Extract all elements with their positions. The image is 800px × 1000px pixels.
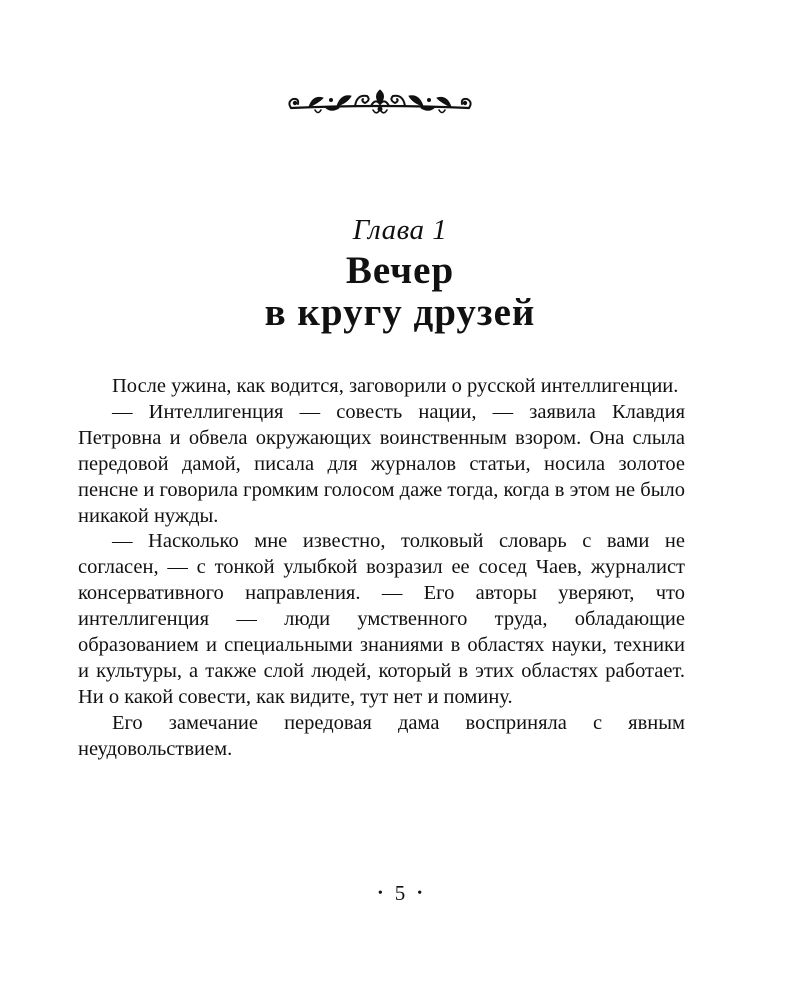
floral-vignette-icon [285,86,475,118]
page-number-value: 5 [394,881,406,905]
chapter-title [0,250,800,334]
paragraph: Его замечание передовая дама восприняла с явным неудовольствием. [78,711,685,760]
folio-bullet-right: • [417,886,423,901]
body-text [78,374,685,763]
paragraph: — Насколько мне известно, толковый словарь с вами не согласен, — с тонкой улыбкой возразил ее сосед Чаев, журналист консервативного направления. — Его авторы уверяют, что интеллигенция — люди умственного труда, обладающие образованием и специальными знаниями в областях науки, техники и культуры, а также слой людей, который в этих областях работает. Ни о какой совести, как видите, тут нет и помину. [78,530,685,708]
paragraph: После ужина, как водится, заговорили о русской интеллигенции. [112,375,679,397]
chapter-title-line-1: Вечер [345,249,455,292]
page-number [0,880,800,907]
chapter-label: Глава 1 [352,214,448,246]
chapter-title-line-2: в кругу друзей [264,291,536,334]
folio-bullet-left: • [377,886,383,901]
paragraph: — Интеллигенция — совесть нации, — заявила Клавдия Петровна и обвела окружающих воинственным взором. Она слыла передовой дамой, писала для журналов статьи, носила золотое пенсне и говорила громким голосом даже тогда, когда в этом не было никакой нужды. [78,400,685,527]
